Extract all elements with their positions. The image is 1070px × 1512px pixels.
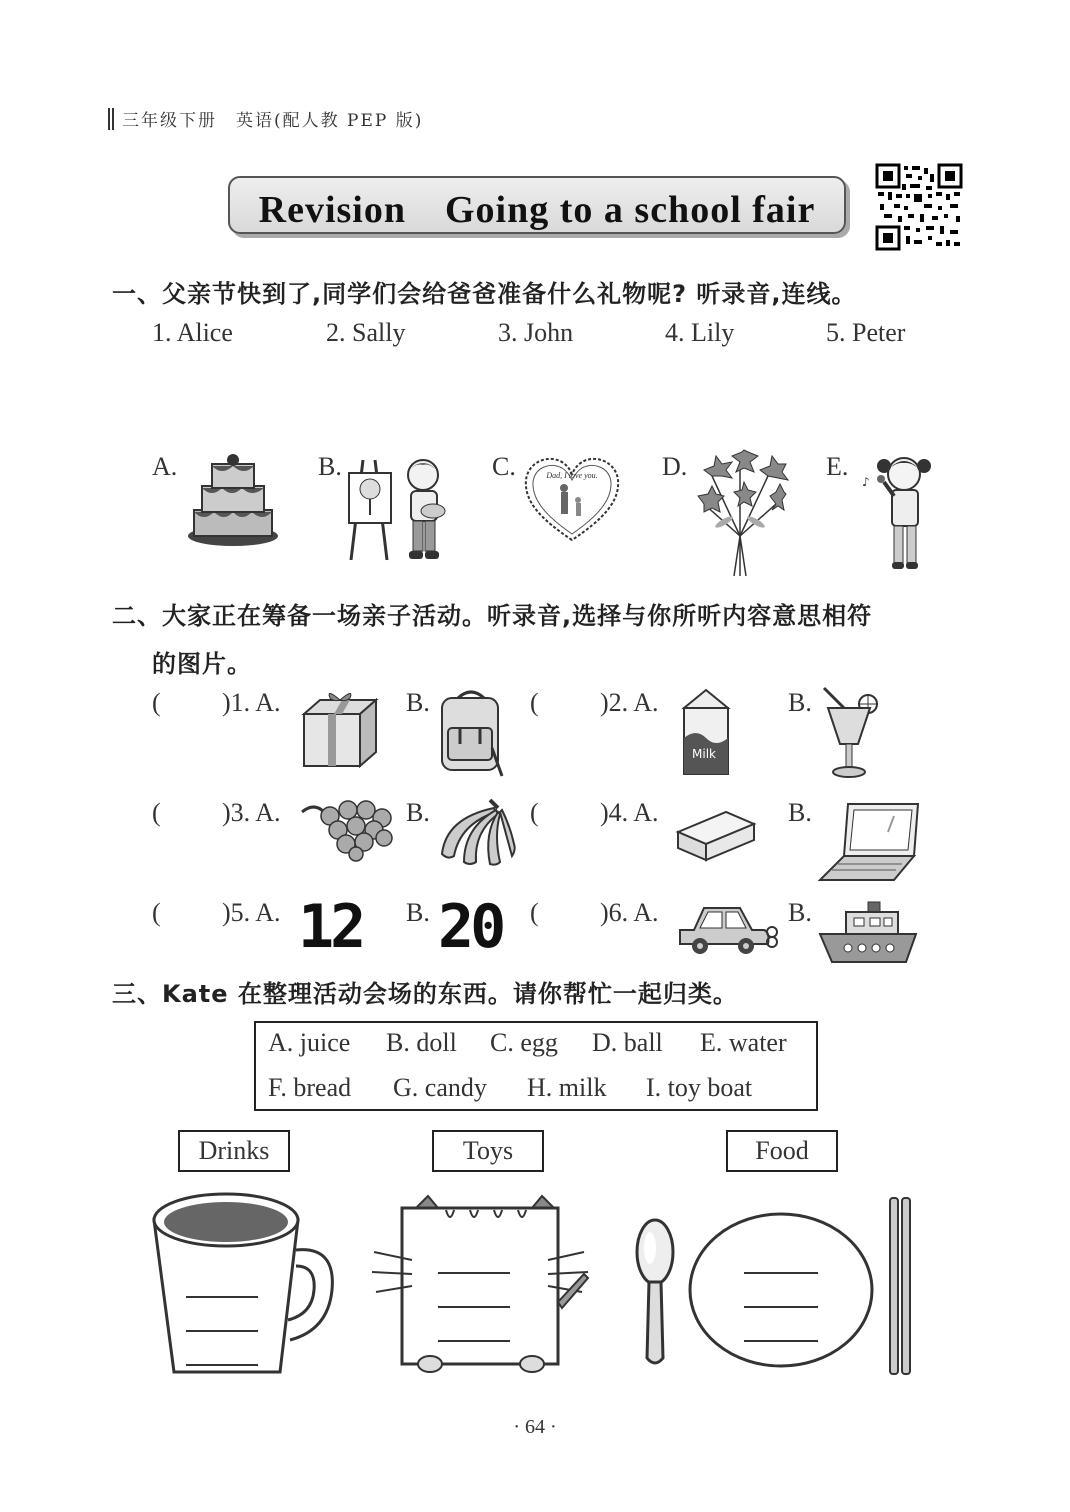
card-message: Dad, I love you. [546,471,598,480]
question-2-label: )2. A. [600,688,659,717]
question-6-b-label: B. [788,898,812,927]
name-peter: 5. Peter [826,318,906,347]
word-toy-boat: I. toy boat [646,1073,753,1102]
svg-text:Milk: Milk [692,747,716,761]
boy-painting-icon [345,455,450,565]
toy-boat-icon [818,900,918,968]
flowers-icon [694,452,786,578]
category-toys-label: Toys [432,1130,544,1172]
juice-glass-icon [818,686,880,782]
header-text: 三年级下册 英语(配人教 PEP 版) [122,111,424,131]
word-milk: H. milk [527,1073,607,1102]
question-6-label: )6. A. [600,898,659,927]
question-5-b-label: B. [406,898,430,927]
book-header [108,106,423,131]
lesson-title-box [228,176,846,234]
food-answer-line-1[interactable] [744,1272,818,1274]
toys-answer-line-3[interactable] [438,1340,510,1342]
question-1-label: )1. A. [222,688,281,717]
eraser-icon [676,806,756,862]
answer-paren-4[interactable]: ( [530,798,539,827]
answer-paren-3[interactable]: ( [152,798,161,827]
section3-title: 三、Kate 在整理活动会场的东西。请你帮忙一起归类。 [112,980,738,1008]
answer-paren-1[interactable]: ( [152,688,161,717]
drinks-answer-line-3[interactable] [186,1364,258,1366]
grapes-icon [300,796,396,862]
option-e-label: E. [826,452,849,481]
word-bread: F. bread [268,1073,352,1102]
drinks-answer-line-2[interactable] [186,1330,258,1332]
food-answer-line-3[interactable] [744,1340,818,1342]
question-5-label: )5. A. [222,898,281,927]
name-lily: 4. Lily [665,318,735,347]
category-food-label: Food [726,1130,838,1172]
word-doll: B. doll [386,1028,457,1057]
header-bar [108,108,114,130]
lesson-title: Revision Going to a school fair [258,188,816,231]
chopsticks-icon [886,1196,916,1378]
section1-title: 一、父亲节快到了,同学们会给爸爸准备什么礼物呢? 听录音,连线。 [112,280,857,308]
option-c-label: C. [492,452,516,481]
toys-answer-line-1[interactable] [438,1272,510,1274]
cake-icon [186,452,280,548]
schoolbag-icon [436,688,506,778]
plate-icon [686,1210,876,1370]
laptop-icon [818,800,922,882]
girl-singing-icon [854,452,944,574]
spoon-icon [632,1218,678,1368]
food-answer-line-2[interactable] [744,1306,818,1308]
answer-paren-2[interactable]: ( [530,688,539,717]
bananas-icon [436,798,516,868]
page-number: · 64 · [513,1416,557,1438]
question-1-b-label: B. [406,688,430,717]
option-b-label: B. [318,452,342,481]
name-john: 3. John [498,318,574,347]
milk-carton-icon [676,688,736,778]
answer-paren-6[interactable]: ( [530,898,539,927]
section2-title-line1: 二、大家正在筹备一场亲子活动。听录音,选择与你所听内容意思相符 [112,602,873,630]
cat-notepad-icon [372,1194,592,1378]
answer-paren-5[interactable]: ( [152,898,161,927]
drinks-answer-line-1[interactable] [186,1296,258,1298]
name-sally: 2. Sally [326,318,406,347]
toys-answer-line-2[interactable] [438,1306,510,1308]
number-twenty: 20 [438,892,503,962]
number-twelve: 12 [298,892,363,962]
word-juice: A. juice [268,1028,351,1057]
mug-icon [150,1190,336,1380]
svg-text:♪: ♪ [862,475,870,489]
question-2-b-label: B. [788,688,812,717]
word-water: E. water [700,1028,787,1057]
toy-car-icon [676,900,780,956]
word-candy: G. candy [393,1073,487,1102]
option-a-label: A. [152,452,178,481]
question-4-b-label: B. [788,798,812,827]
category-drinks-label: Drinks [178,1130,290,1172]
option-d-label: D. [662,452,688,481]
word-egg: C. egg [490,1028,558,1057]
question-4-label: )4. A. [600,798,659,827]
question-3-b-label: B. [406,798,430,827]
question-3-label: )3. A. [222,798,281,827]
section2-title-line2: 的图片。 [152,650,252,678]
name-alice: 1. Alice [152,318,233,347]
heart-card-icon [522,454,622,542]
gift-box-icon [300,688,380,770]
word-ball: D. ball [592,1028,663,1057]
qr-code-icon [876,164,962,250]
